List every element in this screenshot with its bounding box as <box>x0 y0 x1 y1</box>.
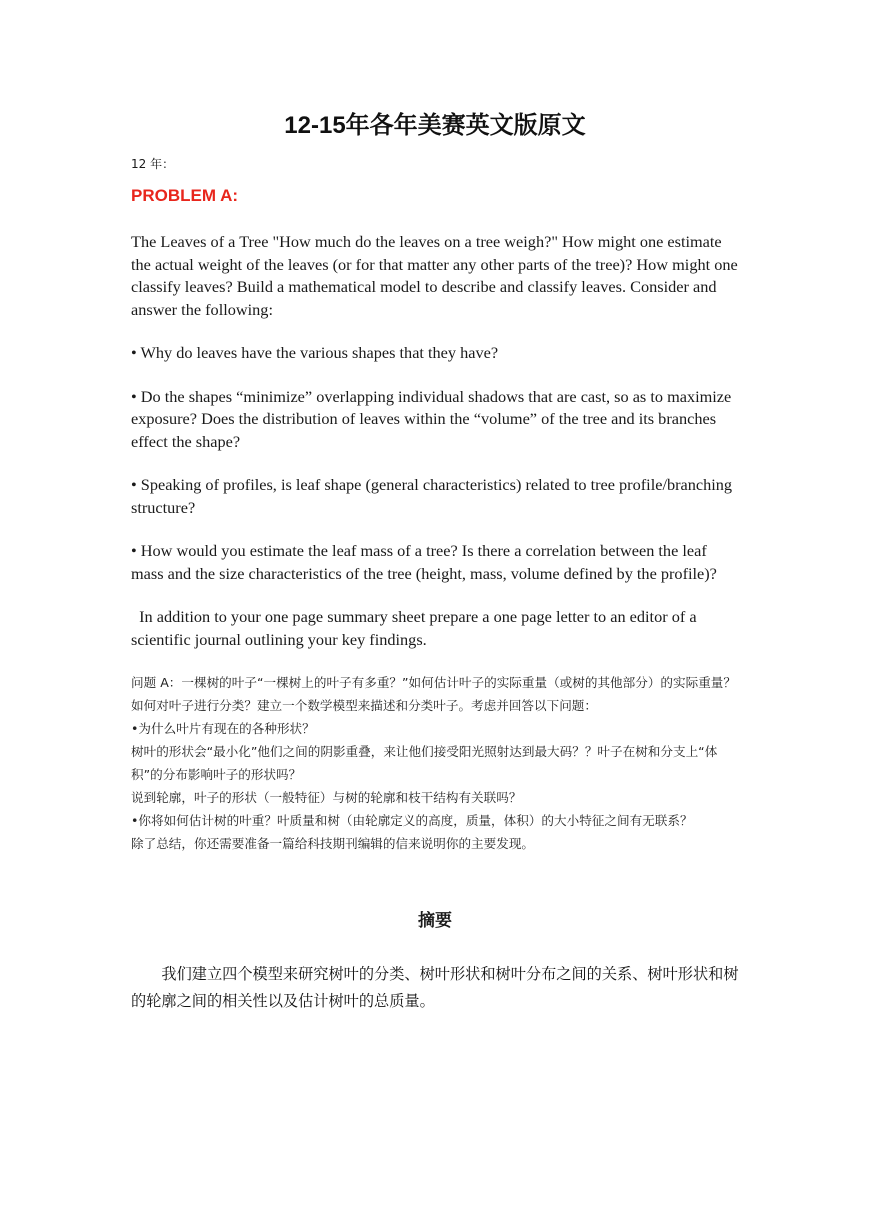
abstract-heading: 摘要 <box>418 911 452 931</box>
document-title: 12-15年各年美赛英文版原文 <box>284 112 586 139</box>
english-paragraph-question-mass: • How would you estimate the leaf mass of a tree? Is there a correlation between the leaf mass and the size characteristics of the tree (height, mass, volume defined by the profile)? <box>131 541 717 583</box>
chinese-line: 除了总结，你还需要准备一篇给科技期刊编辑的信来说明你的主要发现。 <box>131 836 534 851</box>
chinese-line: •为什么叶片有现在的各种形状？ <box>131 721 315 736</box>
chinese-line: 树叶的形状会“最小化”他们之间的阴影重叠，来让他们接受阳光照射达到最大码？？叶子在树和分支上“体积”的分布影响叶子的形状吗？ <box>131 744 718 782</box>
problem-heading: PROBLEM A: <box>131 186 239 205</box>
chinese-translation <box>131 671 739 855</box>
chinese-line: •你将如何估计树的叶重？叶质量和树（由轮廓定义的高度，质量，体积）的大小特征之间有无联系？ <box>131 813 693 828</box>
abstract-body: 我们建立四个模型来研究树叶的分类、树叶形状和树叶分布之间的关系、树叶形状和树的轮廓之间的相关性以及估计树叶的总质量。 <box>131 965 739 1010</box>
english-paragraph-question-shapes: • Why do leaves have the various shapes that they have? <box>131 343 499 362</box>
english-paragraph-question-profiles: • Speaking of profiles, is leaf shape (general characteristics) related to tree profile/branching structure? <box>131 475 733 517</box>
english-paragraph-question-shadows: • Do the shapes “minimize” overlapping individual shadows that are cast, so as to maximize exposure? Does the distribution of leaves within the “volume” of the tree and its branches effect the shape? <box>131 386 732 451</box>
document-page <box>131 108 739 1030</box>
english-paragraph-letter: In addition to your one page summary sheet prepare a one page letter to an editor of a scientific journal outlining your key findings. <box>131 607 701 649</box>
english-paragraph-intro: The Leaves of a Tree "How much do the leaves on a tree weigh?" How might one estimate the actual weight of the leaves (or for that matter any other parts of the tree)? How might one classify leaves? Build a mathematical model to describe and classify leaves. Consider and answer the following: <box>131 232 738 319</box>
year-label: 12 年： <box>131 157 175 171</box>
chinese-line: 说到轮廓，叶子的形状（一般特征）与树的轮廓和枝干结构有关联吗？ <box>131 790 522 805</box>
chinese-line: 问题 A：一棵树的叶子“一棵树上的叶子有多重？”如何估计叶子的实际重量（或树的其他部分）的实际重量？如何对叶子进行分类？建立一个数学模型来描述和分类叶子。考虑并回答以下问题： <box>131 675 736 713</box>
